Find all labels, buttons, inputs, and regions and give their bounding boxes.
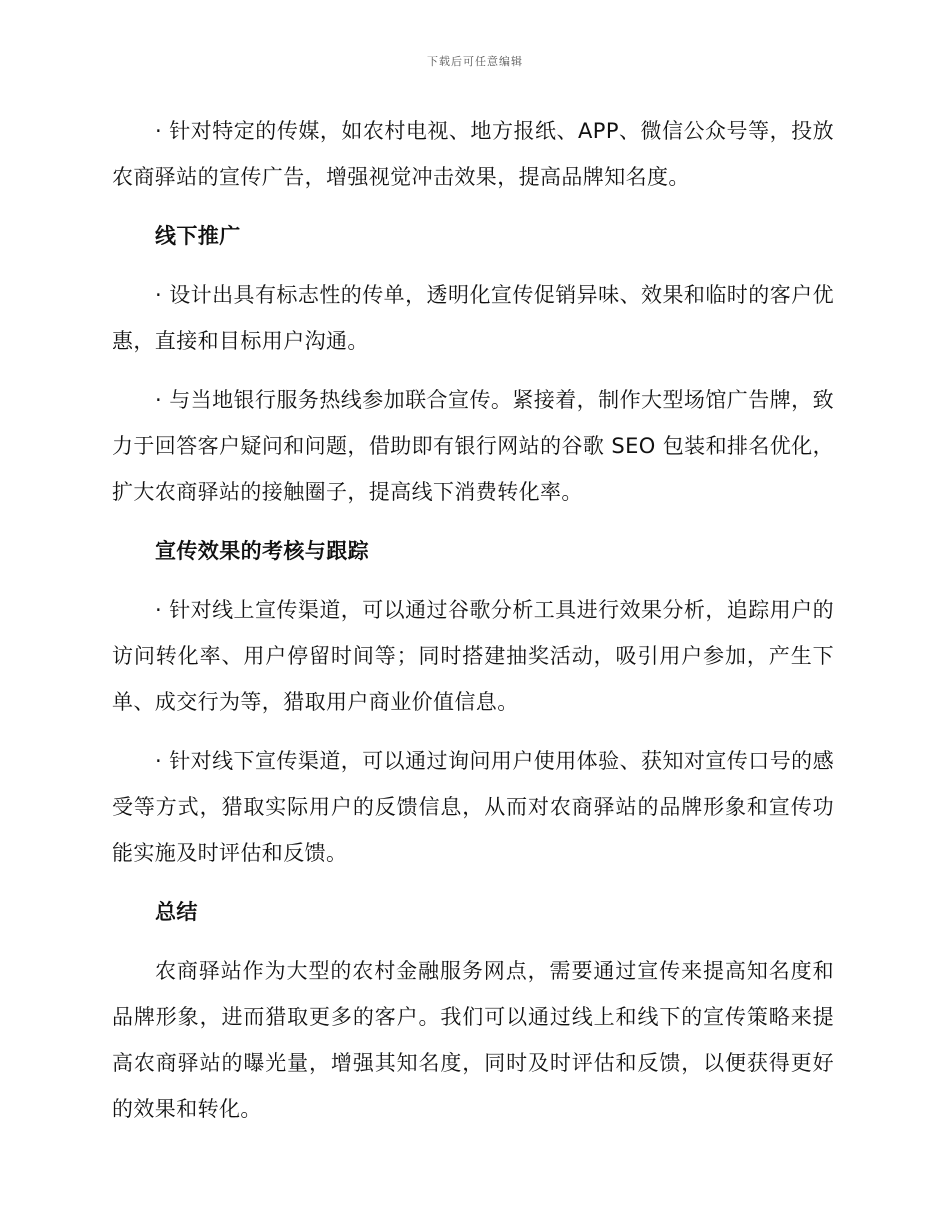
paragraph-flyers: · 设计出具有标志性的传单，透明化宣传促销异味、效果和临时的客户优惠，直接和目标用户沟通。 [112, 283, 834, 353]
heading-summary: 总结 [155, 900, 198, 924]
heading-offline-promotion: 线下推广 [155, 224, 241, 248]
paragraph-offline-feedback: · 针对线下宣传渠道，可以通过询问用户使用体验、获知对宣传口号的感受等方式，猎取实际用户的反馈信息，从而对农商驿站的品牌形象和宣传功能实施及时评估和反馈。 [112, 749, 834, 865]
heading-evaluation-tracking: 宣传效果的考核与跟踪 [155, 539, 369, 563]
paragraph-media-ads: · 针对特定的传媒，如农村电视、地方报纸、APP、微信公众号等，投放农商驿站的宣传广告，增强视觉冲击效果，提高品牌知名度。 [112, 119, 834, 189]
paragraph-summary: 农商驿站作为大型的农村金融服务网点，需要通过宣传来提高知名度和品牌形象，进而猎取更多的客户。我们可以通过线上和线下的宣传策略来提高农商驿站的曝光量，增强其知名度，同时及时评估和反馈，以便获得更好的效果和转化。 [112, 959, 834, 1121]
paragraph-bank-joint-promotion: · 与当地银行服务热线参加联合宣传。紧接着，制作大型场馆广告牌，致力于回答客户疑问和问题，借助即有银行网站的谷歌 SEO 包装和排名优化，扩大农商驿站的接触圈子，提高线下消费转化率。 [112, 388, 834, 504]
paragraph-online-tracking: · 针对线上宣传渠道，可以通过谷歌分析工具进行效果分析，追踪用户的访问转化率、用户停留时间等；同时搭建抽奖活动，吸引用户参加，产生下单、成交行为等，猎取用户商业价值信息。 [112, 598, 834, 714]
page-header: 下载后可任意编辑 [427, 55, 523, 68]
document-body [112, 108, 834, 1145]
